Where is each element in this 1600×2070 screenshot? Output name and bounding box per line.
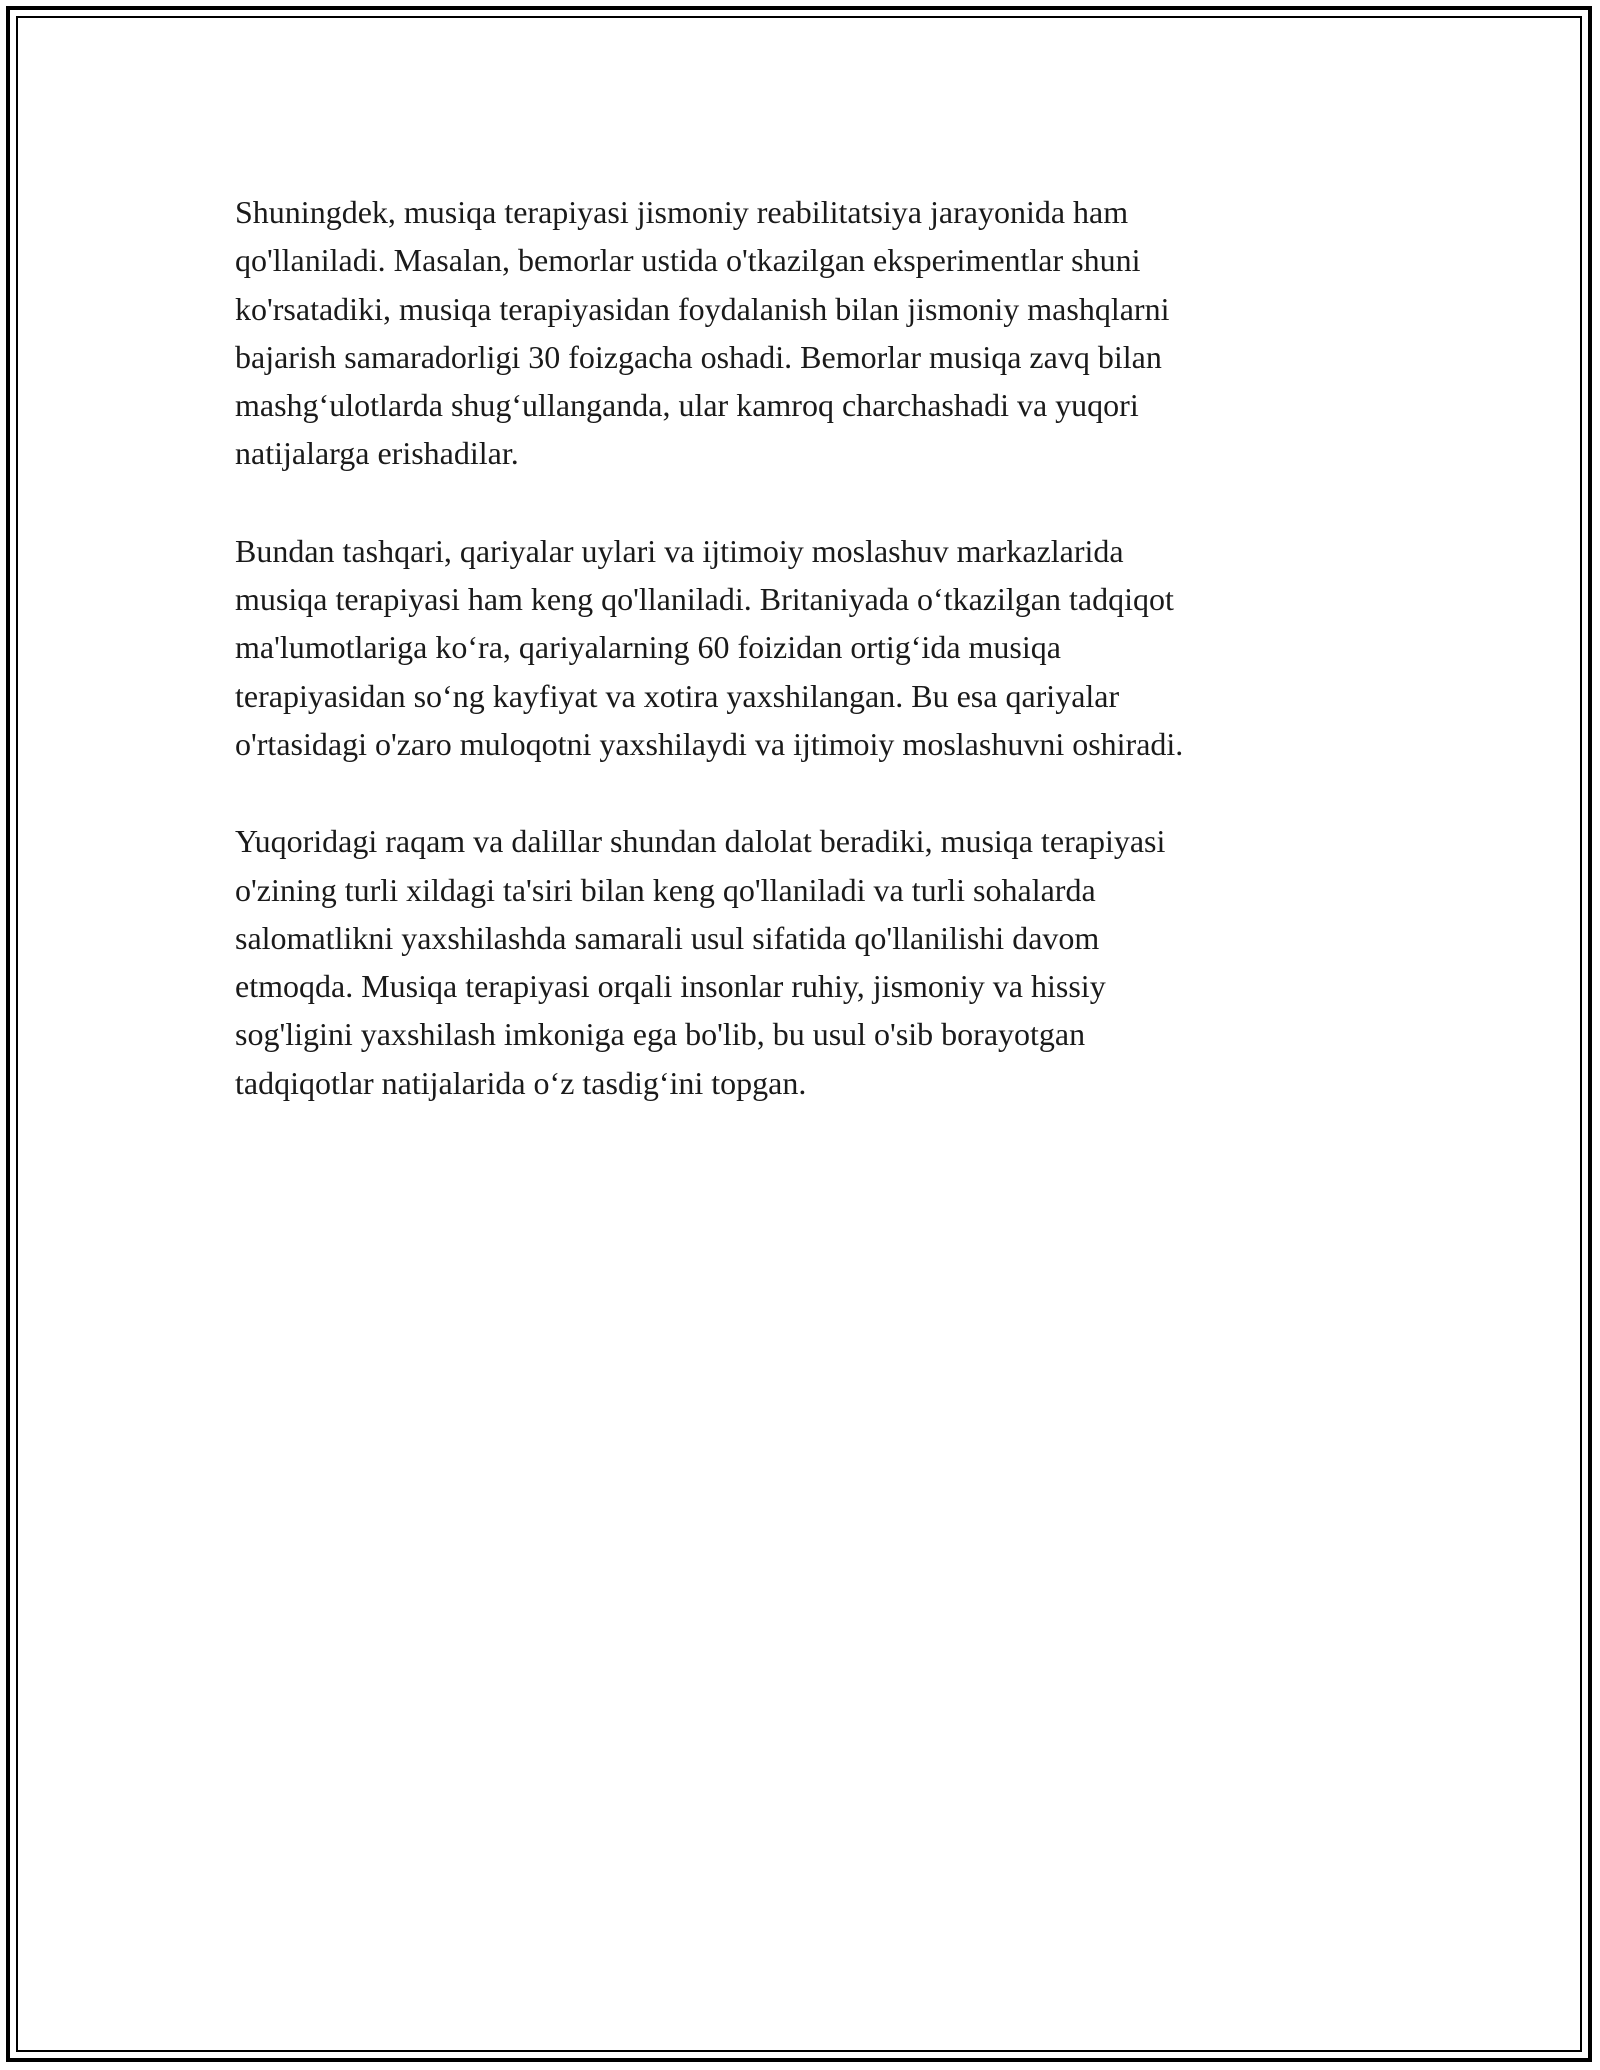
paragraph-physical-rehabilitation: Shuningdek, musiqa terapiyasi jismoniy reabilitatsiya jarayonida ham qo'llaniladi. Masalan, bemorlar ustida o'tkazilgan eksperimentlar shuni ko'rsatadiki, musiqa terapiyasidan foydalanish bilan jismoniy mashqlarni bajarish samaradorligi 30 foizgacha oshadi. Bemorlar musiqa zavq bilan mashg‘ulotlarda shug‘ullanganda, ular kamroq charchashadi va yuqori natijalarga erishadilar. (235, 194, 1170, 472)
paragraph-conclusion: Yuqoridagi raqam va dalillar shundan dalolat beradiki, musiqa terapiyasi o'zining turli xildagi ta'siri bilan keng qo'llaniladi va turli sohalarda salomatlikni yaxshilashda samarali usul sifatida qo'llanilishi davom etmoqda. Musiqa terapiyasi orqali insonlar ruhiy, jismoniy va hissiy sog'ligini yaxshilash imkoniga ega bo'lib, bu usul o'sib borayotgan tadqiqotlar natijalarida o‘z tasdig‘ini topgan. (235, 823, 1166, 1101)
document-body (235, 188, 1355, 1156)
paragraph-elderly-care: Bundan tashqari, qariyalar uylari va ijtimoiy moslashuv markazlarida musiqa terapiyasi ham keng qo'llaniladi. Britaniyada o‘tkazilgan tadqiqot ma'lumotlariga ko‘ra, qariyalarning 60 foizidan ortig‘ida musiqa terapiyasidan so‘ng kayfiyat va xotira yaxshilangan. Bu esa qariyalar o'rtasidagi o'zaro muloqotni yaxshilaydi va ijtimoiy moslashuvni oshiradi. (235, 532, 1184, 762)
